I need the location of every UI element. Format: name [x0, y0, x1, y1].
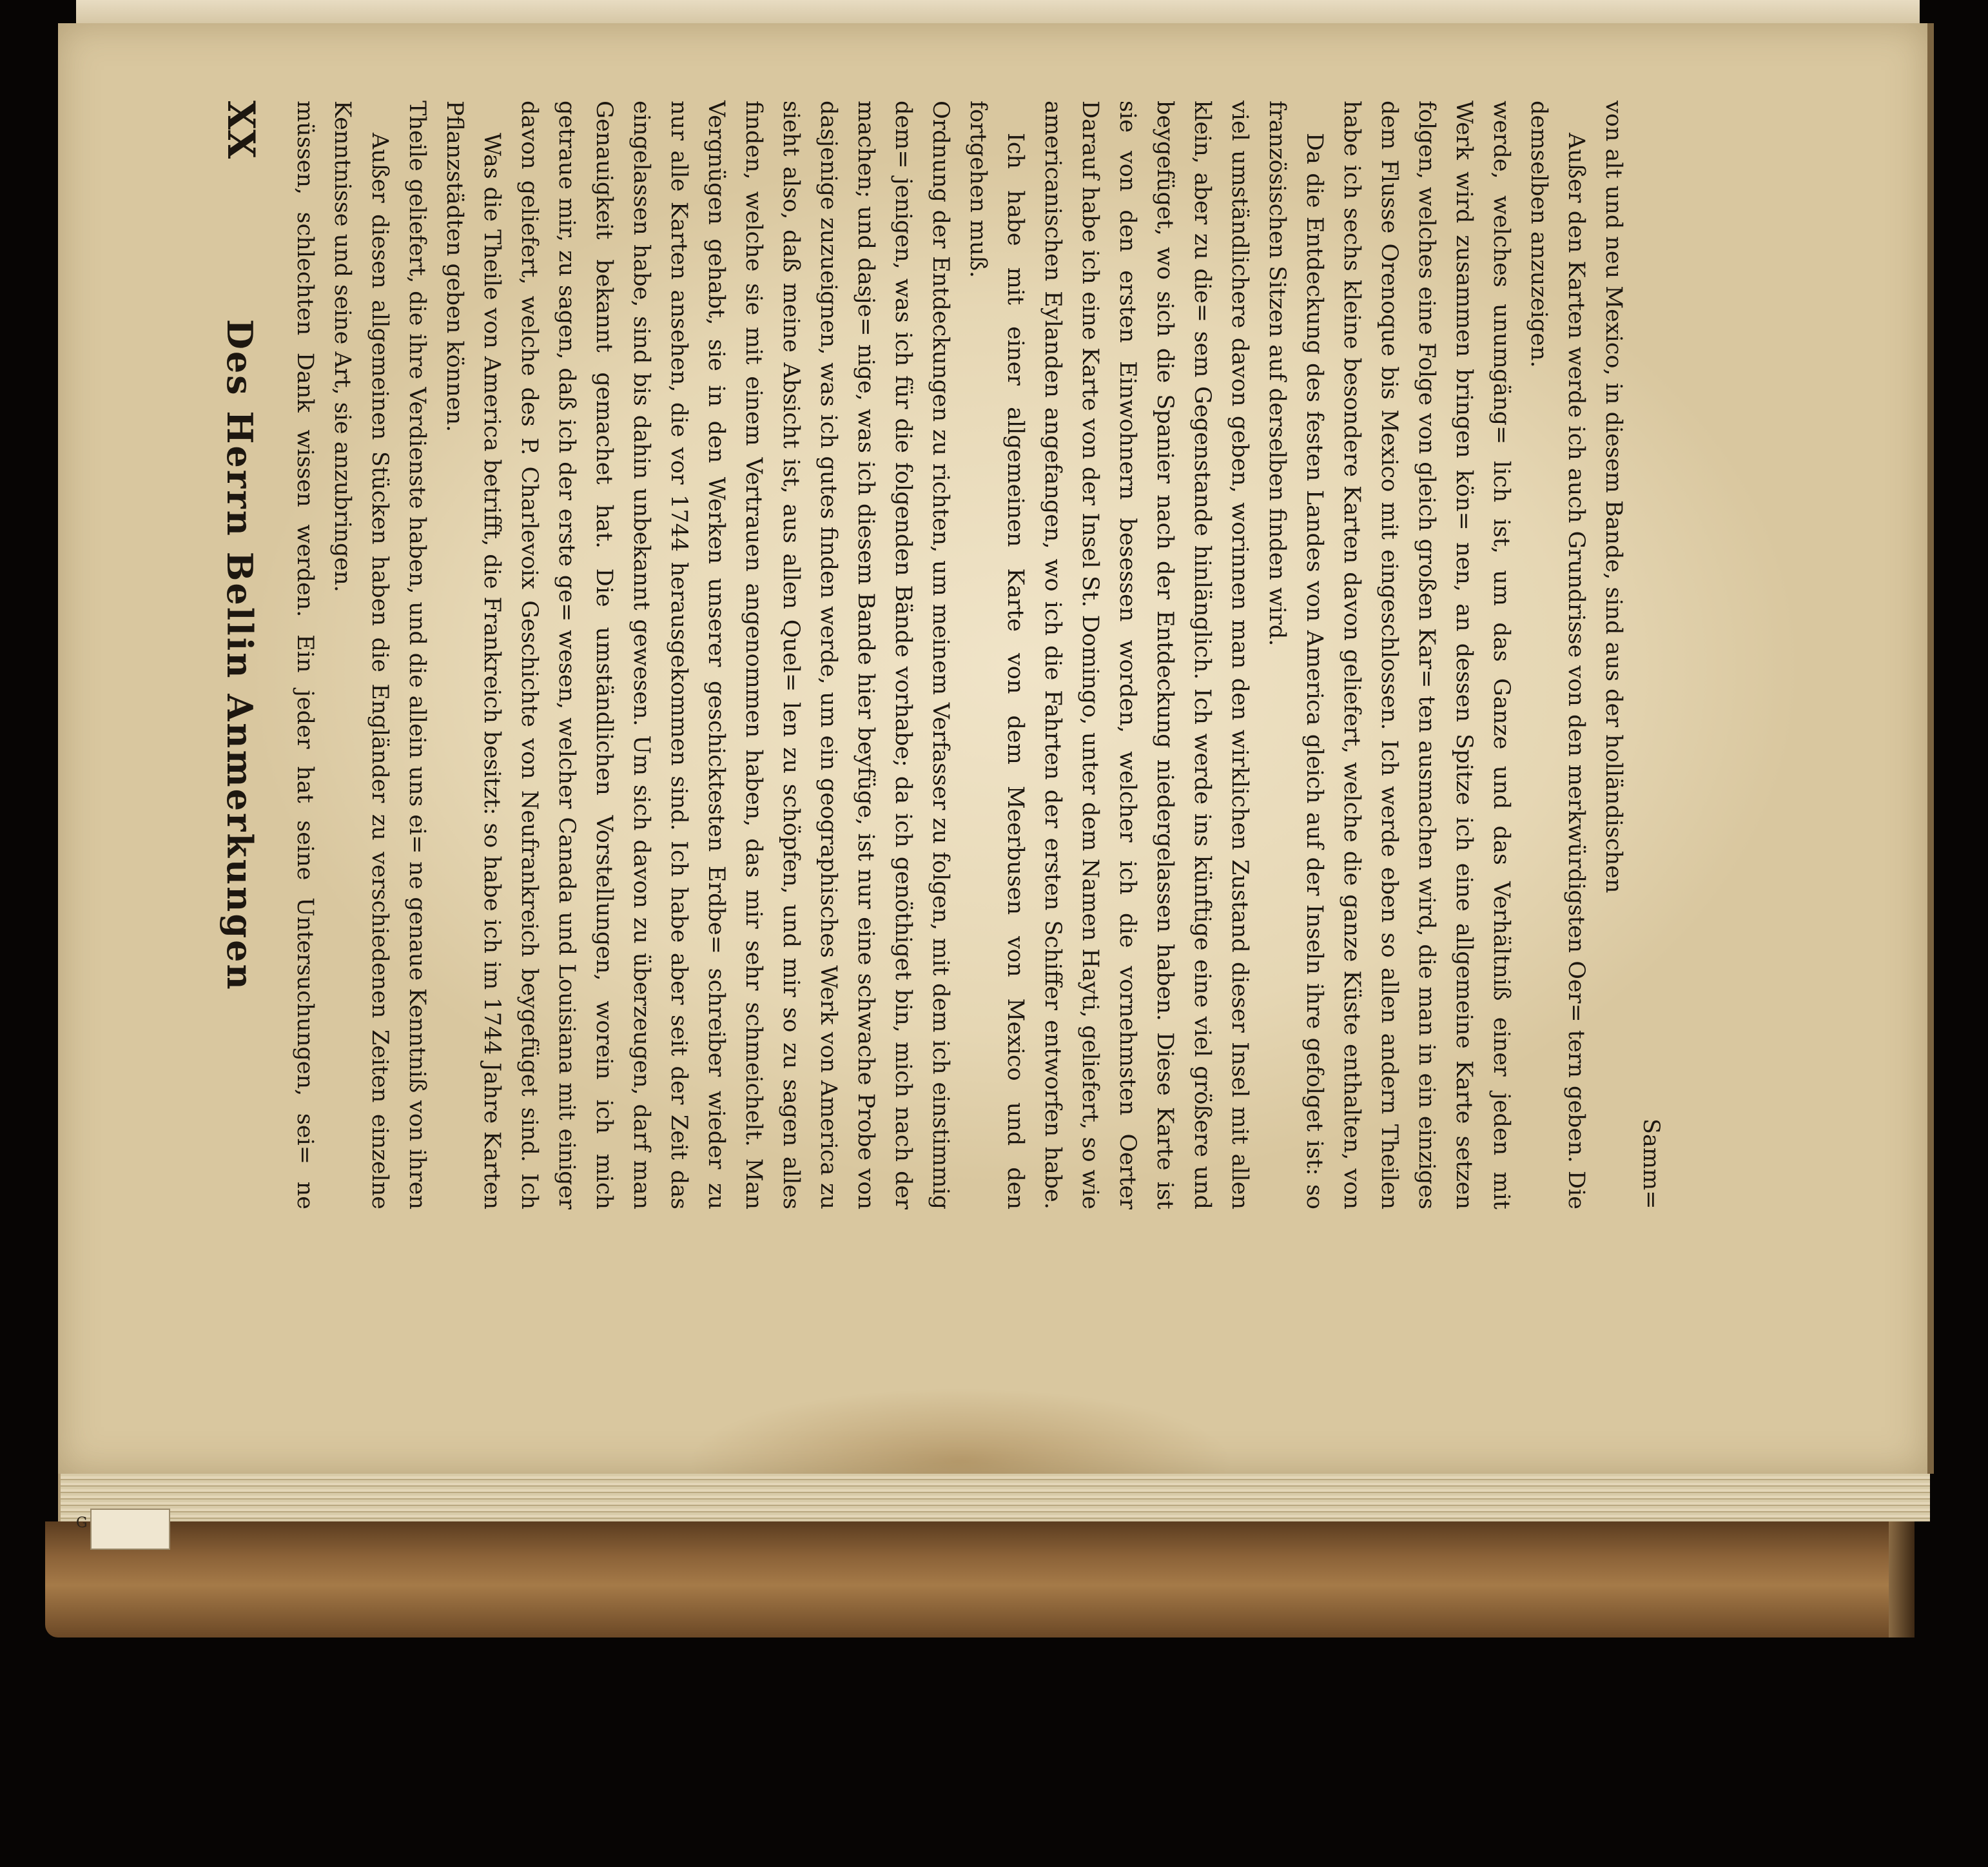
page-header: [219, 101, 263, 1209]
index-tab-letter: G: [76, 1515, 88, 1531]
paragraph-6: Außer den Karten werde ich auch Grundrisse von den merkwürdigsten Oer= tern geben. Die von alt und neu Mexico, in diesem Bande, sind aus der holländischen: [1563, 101, 1626, 1209]
book-page: [58, 23, 1934, 1474]
index-tab: [90, 1509, 170, 1550]
paragraph-1: müssen, schlechten Dank wissen werden. Ein jeder hat seine Untersuchungen, sei= ne Kenntnisse und seine Art, sie anzubringen.: [292, 101, 355, 1209]
running-head: Des Herrn Bellin Anmerkungen: [219, 318, 260, 992]
page-stack-edge: [58, 1470, 1930, 1521]
paragraph-2: Außer diesen allgemeinen Stücken haben die Engländer zu verschiedenen Zeiten einzelne Theile geliefert, die ihre Verdienste haben, und die allein uns ei= ne genaue Kenntniß von ihren Pflanzstädten geben können.: [367, 101, 467, 1209]
book-cover: [45, 1521, 1915, 1637]
page-number: XX: [219, 101, 263, 159]
paragraph-3: Was die Theile von America betrifft, die Frankreich besitzt: so habe ich im 1744 Jahre Karten davon geliefert, welche des P. Charlevoix Geschichte von Neufrankreich beygefüget sind. Ich getraue mir, zu sagen, daß ich der erste ge= wesen, welcher Canada und Louisiana mit einiger Genauigkeit bekannt gemachet hat. Die umständlichen Vorstellungen, worein ich mich eingelassen habe, sind bis dahin unbekannt gewesen. Um sich davon zu überzeugen, darf man nur alle Karten ansehen, die vor 1744 herausgekommen sind. Ich habe aber seit der Zeit das Vergnügen gehabt, sie in den Werken unserer geschicktesten Erdbe= schreiber wieder zu finden, welche sie mit einem Vertrauen angenommen haben, das mir sehr schmeichelt. Man sieht also, daß meine Absicht ist, aus allen Quel= len zu schöpfen, und mir so zu sagen alles dasjenige zuzueignen, was ich gutes finden werde, um ein geographisches Werk von America zu machen; und dasje= nige, was ich diesem Bande hier beyfüge, ist nur eine schwache Probe von dem= jenigen, was ich für die folgenden Bände vorhabe; da ich genöthiget bin, mich nach der Ordnung der Entdeckungen zu richten, um meinem Verfasser zu folgen, mit dem ich einstimmig fortgehen muß.: [479, 101, 991, 1209]
page-text-block: [219, 101, 1818, 1209]
previous-page-edge: [76, 0, 1920, 25]
paragraph-4: Ich habe mit einer allgemeinen Karte von dem Meerbusen von Mexico und den americanischen Eylanden angefangen, wo ich die Fahrten der ersten Schiffer entworfen habe. Darauf habe ich eine Karte von der Insel St. Domingo, unter dem Namen Hayti, geliefert, so wie sie von den ersten Einwohnern besessen worden, welcher ich die vornehmsten Oerter beygefüget, wo sich die Spanier nach der Entdeckung niedergelassen haben. Diese Karte ist klein, aber zu die= sem Gegenstande hinlänglich. Ich werde ins künftige eine viel größere und viel umständlichere davon geben, worinnen man den wirklichen Zustand dieser Insel mit allen französischen Sitzen auf derselben finden wird.: [1002, 101, 1290, 1209]
paragraph-5: Da die Entdeckung des festen Landes von America gleich auf der Inseln ihre gefolget ist: so habe ich sechs kleine besondere Karten davon geliefert, welche die ganze Küste enthalten, von dem Flusse Orenoque bis Mexico mit eingeschlossen. Ich werde eben so allen andern Theilen folgen, welches eine Folge von gleich großen Kar= ten ausmachen wird, die man in ein einziges Werk wird zusammen bringen kön= nen, an dessen Spitze ich eine allgemeine Karte setzen werde, welches unumgäng= lich ist, um das Ganze und das Verhältniß einer jeden mit demselben anzuzeigen.: [1301, 101, 1552, 1209]
catchword: Samm=: [1638, 1119, 1664, 1209]
